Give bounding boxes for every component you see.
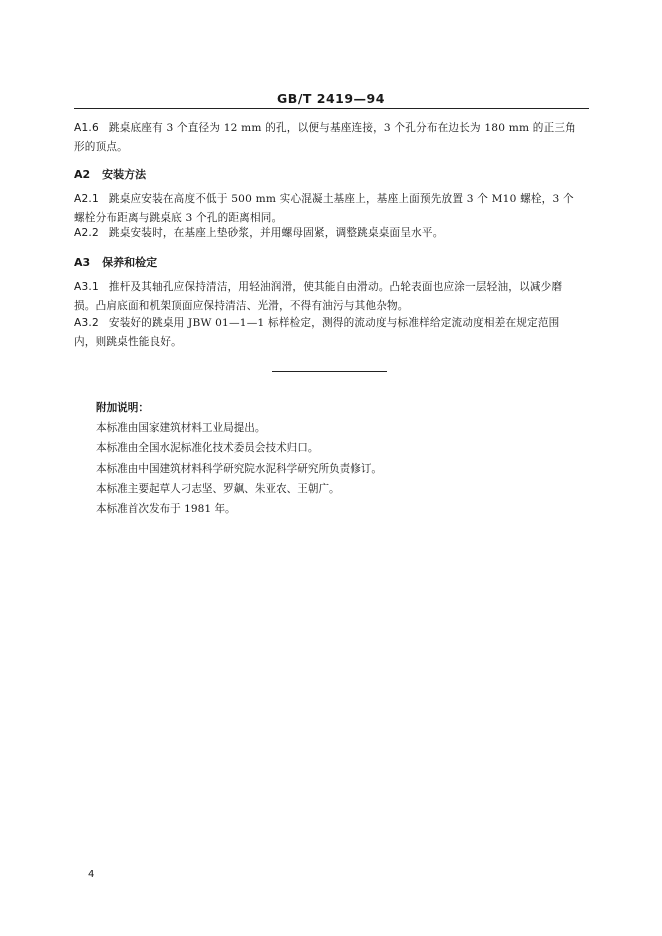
- clause-number: A3.1: [74, 281, 99, 293]
- clause-text-line2: 损。凸肩底面和机架顶面应保持清洁、光滑，不得有油污与其他杂物。: [74, 300, 409, 312]
- clause-text-line1: 跳桌应安装在高度不低于 500 mm 实心混凝土基座上，基座上面预先放置 3 个 M10 螺栓，3 个: [108, 193, 574, 205]
- standard-code-header: GB/T 2419—94: [277, 91, 385, 106]
- page-number: 4: [88, 869, 95, 880]
- clause-text-line1: 跳桌安装时，在基座上垫砂浆，并用螺母固紧，调整跳桌桌面呈水平。: [108, 227, 444, 239]
- clause-a3-1: [74, 278, 589, 316]
- end-of-standard-rule: [272, 371, 387, 372]
- clause-number: A2.1: [74, 193, 99, 205]
- clause-a3-2: [74, 314, 589, 352]
- clause-text-line2: 形的顶点。: [74, 141, 128, 153]
- clause-number: A3.2: [74, 317, 99, 329]
- clause-a2-1: [74, 190, 589, 228]
- clause-text-line2: 螺栓分布距离与跳桌底 3 个孔的距离相同。: [74, 212, 283, 224]
- additional-notes: [96, 398, 576, 519]
- clause-a2-2: [74, 224, 589, 243]
- clause-number: A1.6: [74, 122, 99, 134]
- clause-number: A2.2: [74, 227, 99, 239]
- clause-text-line2: 内，则跳桌性能良好。: [74, 336, 182, 348]
- clause-text-line1: 推杆及其轴孔应保持清洁，用轻油润滑，使其能自由滑动。凸轮表面也应涂一层轻油，以减少磨: [108, 281, 563, 293]
- section-title: 安装方法: [102, 168, 147, 181]
- section-heading-a2: [74, 166, 146, 182]
- notes-item: 本标准由全国水泥标准化技术委员会技术归口。: [96, 442, 319, 455]
- section-number: A2: [74, 168, 91, 181]
- notes-item: 本标准首次发布于 1981 年。: [96, 503, 236, 516]
- header-rule: [74, 108, 589, 109]
- clause-a1-6: [74, 119, 589, 157]
- section-title: 保养和检定: [102, 256, 158, 269]
- clause-text-line1: 安装好的跳桌用 JBW 01—1—1 标样检定，测得的流动度与标准样给定流动度相差在规定范围: [108, 317, 560, 329]
- notes-item: 本标准由国家建筑材料工业局提出。: [96, 422, 266, 435]
- section-number: A3: [74, 256, 91, 269]
- notes-item: 本标准主要起草人刁志坚、罗飙、朱亚农、王朝广。: [96, 482, 340, 495]
- section-heading-a3: [74, 254, 157, 270]
- clause-text-line1: 跳桌底座有 3 个直径为 12 mm 的孔，以便与基座连接，3 个孔分布在边长为 180 mm 的正三角: [108, 122, 576, 134]
- notes-title: 附加说明：: [96, 402, 149, 414]
- notes-item: 本标准由中国建筑材料科学研究院水泥科学研究所负责修订。: [96, 462, 383, 475]
